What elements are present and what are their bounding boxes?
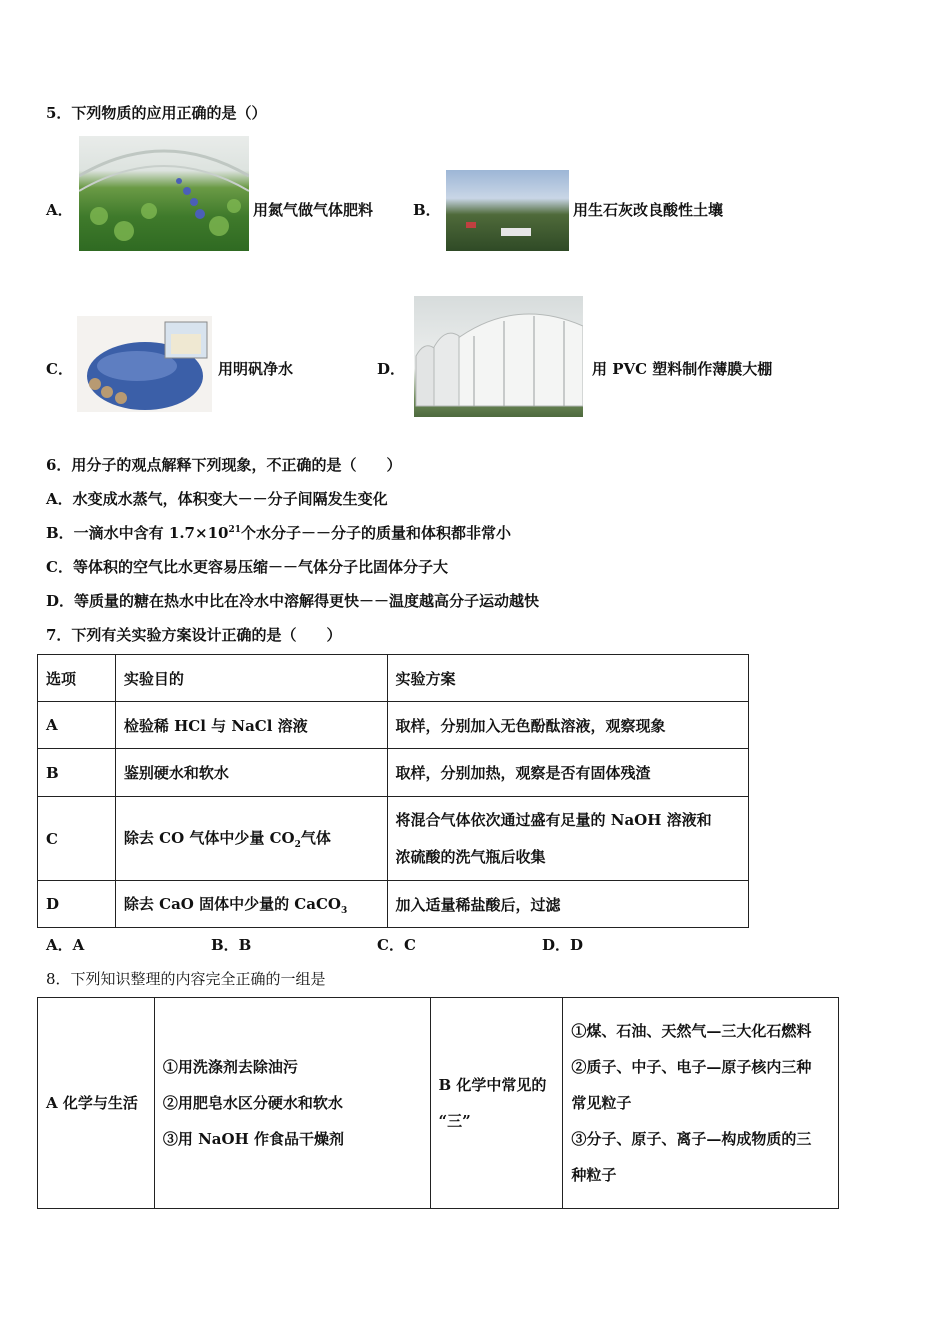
table-cell: B: [38, 749, 116, 797]
q8-b-label: B 化学中常见的 “三”: [430, 998, 563, 1209]
farmland-photo: [446, 170, 569, 251]
q5-option-a-label: A．: [46, 201, 73, 219]
q7-answer-b: B．B: [211, 936, 252, 954]
table-cell: 鉴别硬水和软水: [115, 749, 387, 797]
greenhouse-vegetables-photo: [79, 136, 249, 251]
q6-title: 6．用分子的观点解释下列现象，不正确的是（ ）: [46, 456, 402, 474]
plastic-greenhouse-photo: [414, 296, 583, 417]
q5-option-d-text: 用 PVC 塑料制作薄膜大棚: [592, 360, 773, 378]
table-cell: 取样，分别加热，观察是否有固体残渣: [387, 749, 748, 797]
table-row: [38, 998, 839, 1209]
table-cell: 检验稀 HCl 与 NaCl 溶液: [115, 702, 387, 749]
q5-option-d-label: D．: [377, 360, 406, 378]
q7-answer-a: A．A: [46, 936, 85, 954]
table-cell: D: [38, 881, 116, 928]
q8-a-items: ①用洗涤剂去除油污 ②用肥皂水区分硬水和软水 ③用 NaOH 作食品干燥剂: [154, 998, 430, 1209]
table-row: [38, 702, 749, 749]
q8-title: 8．下列知识整理的内容完全正确的一组是: [46, 970, 326, 988]
q8-b-items: ①煤、石油、天然气—三大化石燃料 ②质子、中子、电子—原子核内三种 常见粒子 ③分子、原子、离子—构成物质的三 种粒子: [563, 998, 839, 1209]
q7-answer-c: C．C: [377, 936, 416, 954]
q7-table: [37, 654, 749, 928]
table-row: [38, 749, 749, 797]
header-plan: 实验方案: [387, 655, 748, 702]
table-cell: 取样，分别加入无色酚酞溶液，观察现象: [387, 702, 748, 749]
table-cell: C: [38, 797, 116, 881]
q6-option-a: A．水变成水蒸气，体积变大－－分子间隔发生变化: [46, 490, 388, 508]
table-row: [38, 797, 749, 881]
q7-title: 7．下列有关实验方案设计正确的是（ ）: [46, 626, 342, 644]
q7-answer-d: D．D: [542, 936, 584, 954]
header-goal: 实验目的: [115, 655, 387, 702]
table-cell: 除去 CaO 固体中少量的 CaCO$_3$: [115, 881, 387, 928]
q5-option-b-text: 用生石灰改良酸性土壤: [573, 201, 724, 219]
q6-option-c: C．等体积的空气比水更容易压缩－－气体分子比固体分子大: [46, 558, 448, 576]
table-cell: A: [38, 702, 116, 749]
water-purification-photo: [77, 316, 212, 412]
q8-table: [37, 997, 839, 1209]
q8-a-label: A 化学与生活: [38, 998, 155, 1209]
q5-option-a-text: 用氮气做气体肥料: [253, 201, 374, 219]
q6-option-d: D．等质量的糖在热水中比在冷水中溶解得更快－－温度越高分子运动越快: [46, 592, 540, 610]
table-row: [38, 881, 749, 928]
q5-title: 5．下列物质的应用正确的是（）: [46, 104, 267, 122]
q5-option-c-label: C．: [46, 360, 73, 378]
table-cell: 加入适量稀盐酸后，过滤: [387, 881, 748, 928]
q5-option-c-text: 用明矾净水: [218, 360, 294, 378]
table-row: [38, 655, 749, 702]
q6-option-b: B．一滴水中含有 $1.7\times 10^{21}$个水分子－－分子的质量和体积都非常小: [46, 524, 511, 542]
table-cell: 将混合气体依次通过盛有足量的 NaOH 溶液和 浓硫酸的洗气瓶后收集: [387, 797, 748, 881]
table-cell: 除去 CO 气体中少量 $CO_2$气体: [115, 797, 387, 881]
header-option: 选项: [38, 655, 116, 702]
q5-option-b-label: B．: [413, 201, 441, 219]
